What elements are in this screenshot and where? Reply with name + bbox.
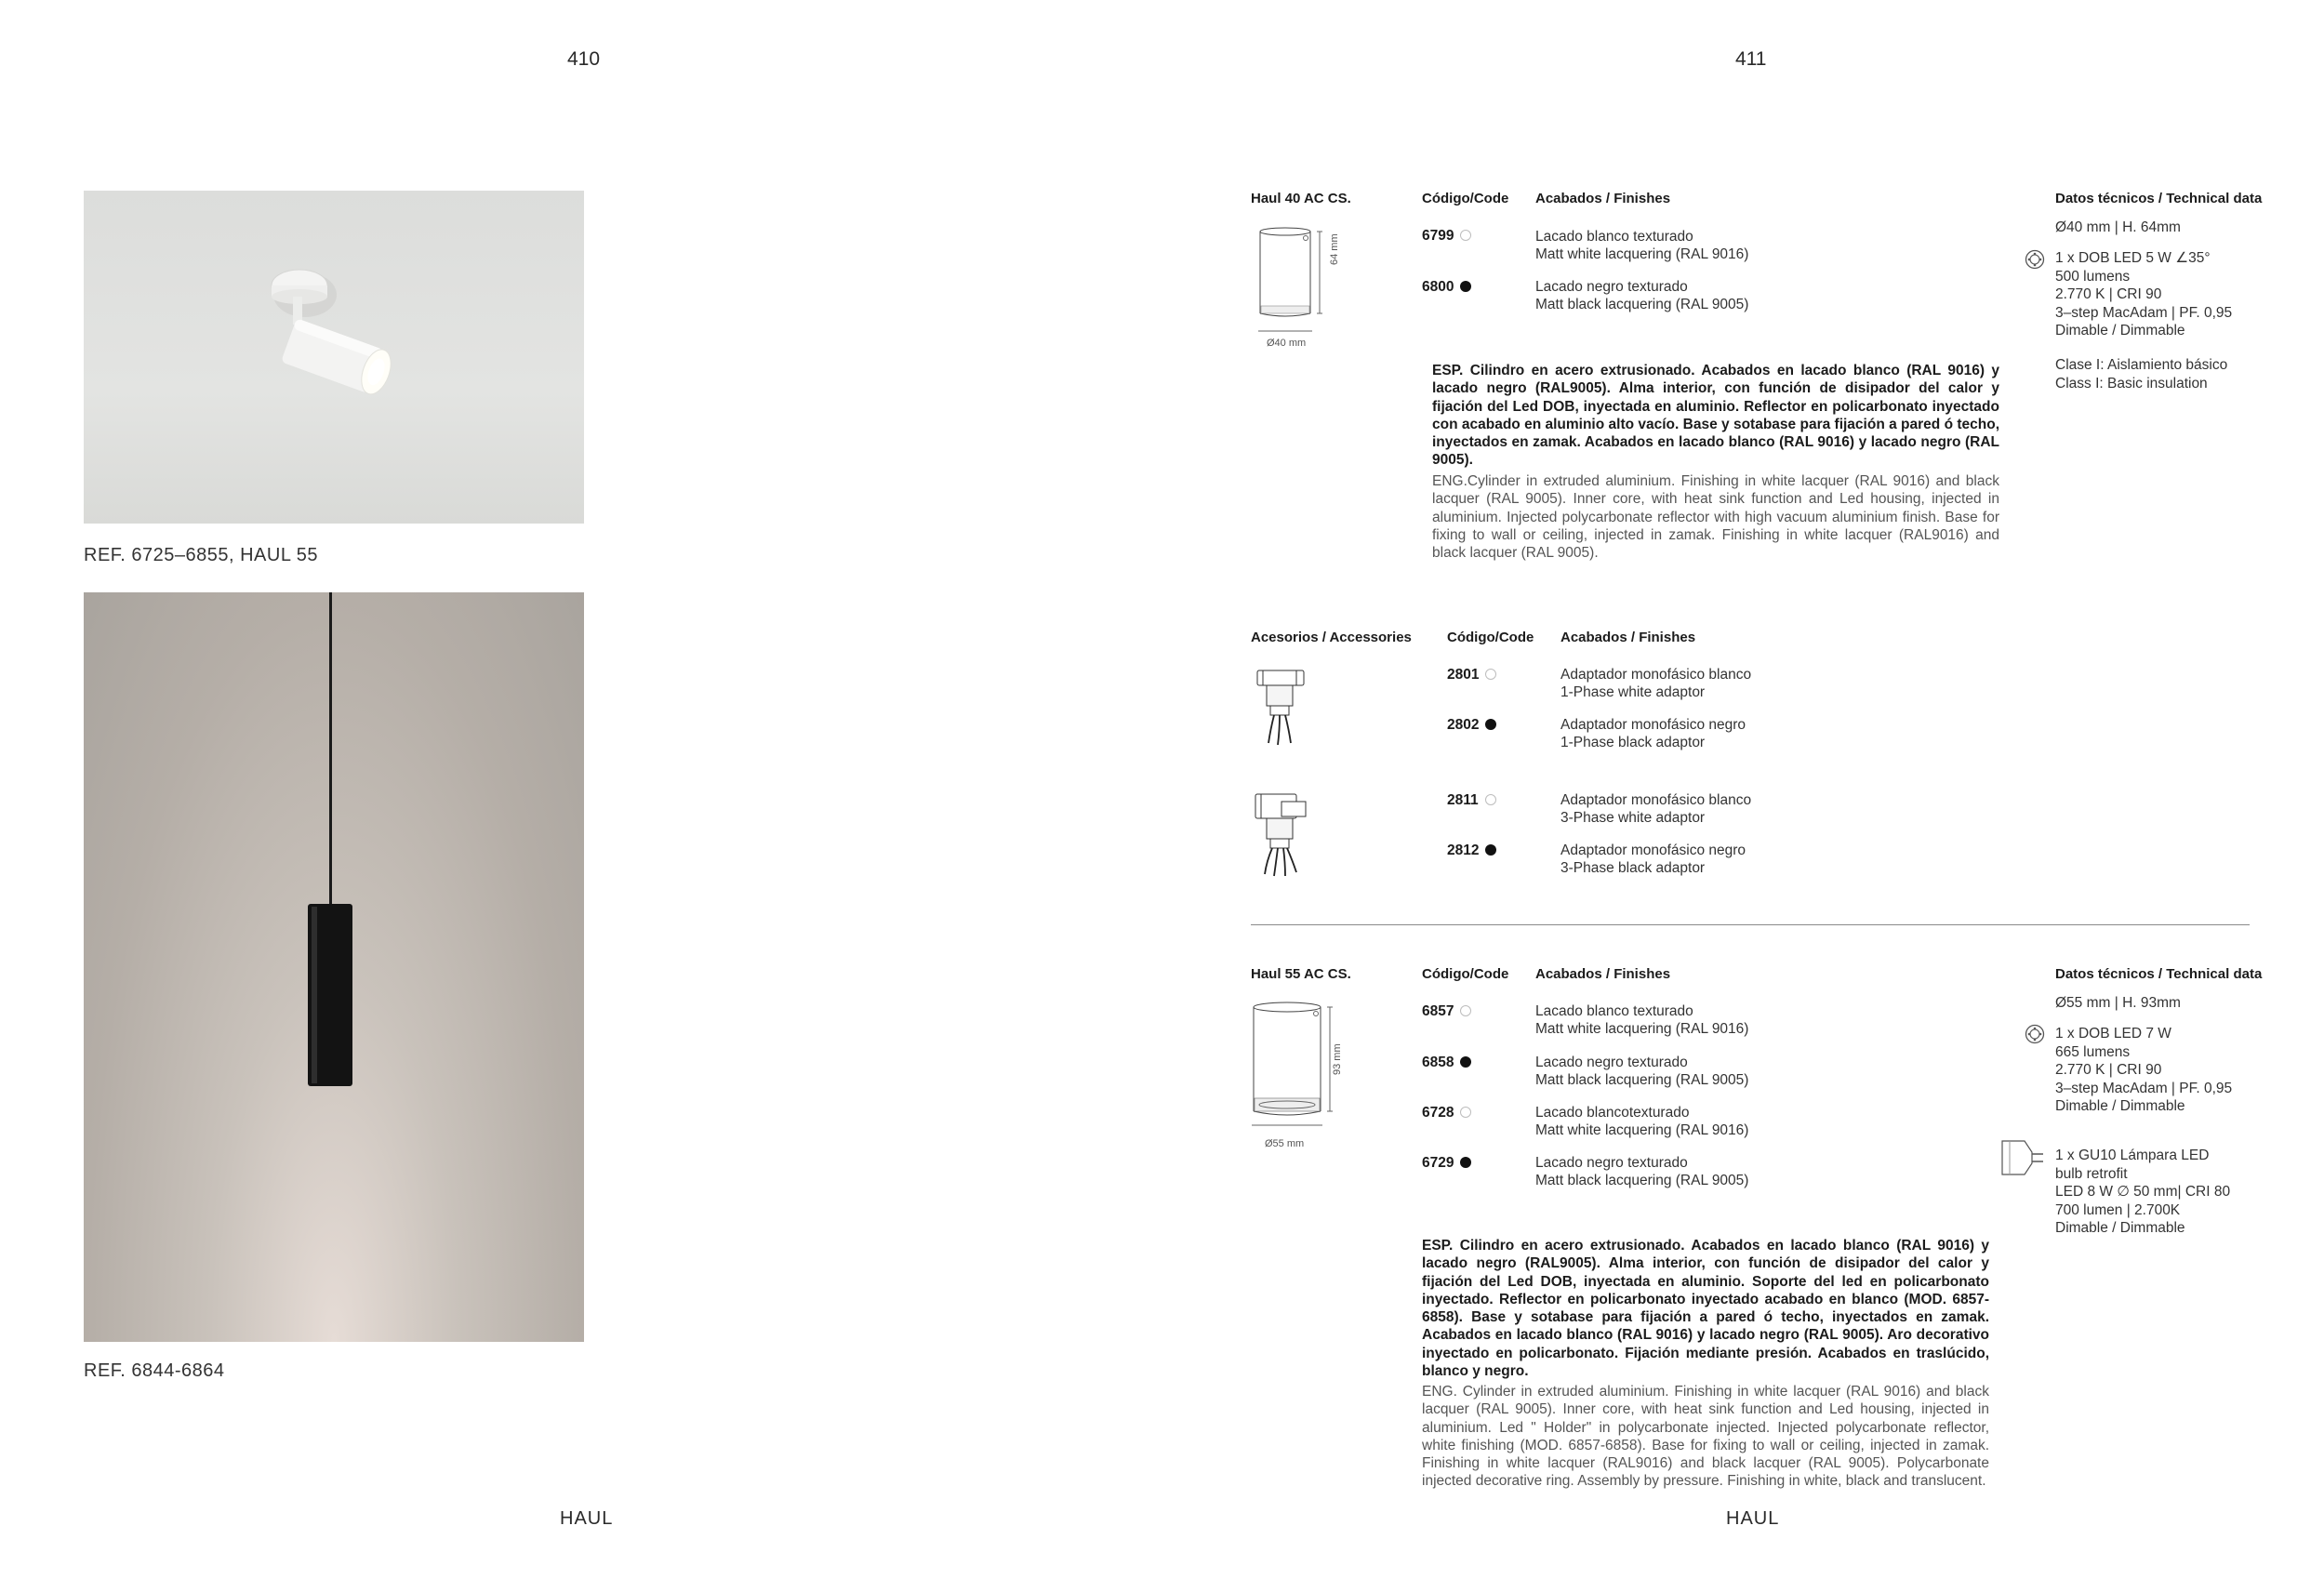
haul40-tech-header: Datos técnicos / Technical data <box>2055 191 2263 206</box>
black-finish-dot <box>1460 1157 1471 1168</box>
accessory-finish-2802: Adaptador monofásico negro 1-Phase black adaptor <box>1560 717 1746 750</box>
haul55-diameter-dim: Ø55 mm <box>1265 1138 1305 1149</box>
haul55-height-dim: 93 mm <box>1332 1043 1343 1075</box>
haul40-code-header: Código/Code <box>1422 191 1509 206</box>
white-finish-dot <box>1460 1005 1471 1016</box>
section-divider <box>1251 924 2250 925</box>
haul55-title: Haul 55 AC CS. <box>1251 966 1351 982</box>
white-finish-dot <box>1485 794 1496 805</box>
haul55-code-header: Código/Code <box>1422 966 1509 982</box>
accessory-finish-2812: Adaptador monofásico negro 3-Phase black adaptor <box>1560 843 1746 876</box>
haul40-code-6800: 6800 <box>1422 279 1471 296</box>
black-finish-dot <box>1460 281 1471 292</box>
right-footer: HAUL <box>1726 1508 1780 1529</box>
haul40-finish-6800: Lacado negro texturado Matt black lacquering (RAL 9005) <box>1535 279 1749 312</box>
haul55-finish-6857: Lacado blanco texturado Matt white lacquering (RAL 9016) <box>1535 1003 1749 1037</box>
haul55-tech-header: Datos técnicos / Technical data <box>2055 966 2263 982</box>
left-page-number: 410 <box>567 48 601 70</box>
pendant-illustration <box>84 592 584 1342</box>
haul55-size: Ø55 mm | H. 93mm <box>2055 995 2181 1011</box>
led-chip-icon <box>2025 1024 2045 1049</box>
adaptor-1phase-drawing <box>1254 665 1309 753</box>
haul55-led-specs: 1 x DOB LED 7 W 665 lumens 2.770 K | CRI 90 3–step MacAdam | PF. 0,95 Dimable / Dimmable <box>2055 1026 2233 1114</box>
haul55-finish-header: Acabados / Finishes <box>1535 966 1671 982</box>
accessory-code-2811: 2811 <box>1447 792 1496 809</box>
black-finish-dot <box>1485 844 1496 856</box>
haul55-code-6857: 6857 <box>1422 1003 1471 1020</box>
haul55-code-6729: 6729 <box>1422 1155 1471 1172</box>
haul55-finish-6729: Lacado negro texturado Matt black lacquering (RAL 9005) <box>1535 1155 1749 1188</box>
haul40-title: Haul 40 AC CS. <box>1251 191 1351 206</box>
accessories-finish-header: Acabados / Finishes <box>1560 630 1696 645</box>
haul55-code-6728: 6728 <box>1422 1105 1471 1121</box>
haul40-finish-header: Acabados / Finishes <box>1535 191 1671 206</box>
haul40-led-specs: 1 x DOB LED 5 W ∠35° 500 lumens 2.770 K | CRI 90 3–step MacAdam | PF. 0,95 Dimable / Dimmable <box>2055 250 2233 338</box>
white-finish-dot <box>1485 669 1496 680</box>
black-finish-dot <box>1460 1056 1471 1068</box>
haul55-gu10-specs: 1 x GU10 Lámpara LED bulb retrofit LED 8 W ∅ 50 mm| CRI 80 700 lumen | 2.700K Dimable / Dimmable <box>2055 1148 2231 1236</box>
haul40-class: Clase I: Aislamiento básico Class I: Basic insulation <box>2055 357 2228 391</box>
accessories-code-header: Código/Code <box>1447 630 1534 645</box>
product-photo-pendant <box>84 592 584 1342</box>
accessory-code-2802: 2802 <box>1447 717 1496 734</box>
spotlight-illustration <box>84 191 584 524</box>
haul40-finish-6799: Lacado blanco texturado Matt white lacquering (RAL 9016) <box>1535 229 1749 262</box>
adaptor-3phase-drawing <box>1254 790 1309 883</box>
led-chip-icon <box>2025 249 2045 274</box>
haul40-description-esp: ESP. Cilindro en acero extrusionado. Acabados en lacado blanco (RAL 9016) y lacado negro (RAL9005). Alma interior, con función de disipador del calor y fijación del Led DOB, inyectada en aluminio. Reflector en policarbonato inyectado con acabado en aluminio alto vacío. Base y sotabase para fijación a pared ó techo, inyectados en zamak. Acabados en lacado blanco (RAL 9016) y lacado negro (RAL 9005). <box>1432 363 1999 469</box>
haul55-finish-6858: Lacado negro texturado Matt black lacquering (RAL 9005) <box>1535 1055 1749 1088</box>
haul55-finish-6728: Lacado blancotexturado Matt white lacquering (RAL 9016) <box>1535 1105 1749 1138</box>
haul40-diameter-dim: Ø40 mm <box>1267 338 1307 349</box>
haul55-description-esp: ESP. Cilindro en acero extrusionado. Acabados en lacado blanco (RAL 9016) y lacado negro (RAL9005). Alma interior, con función de disipador del calor y fijación del Led DOB, inyectada en aluminio. Soporte del led en policarbonato inyectado. Reflector en policarbonato inyectado acabado en blanco (MOD. 6857-6858). Base y sotabase para fijación a pared ó techo, inyectados en zamak. Acabados en lacado blanco (RAL 9016) y lacado negro (RAL 9005). Aro decorativo inyectado en policarbonato. Fijación mediante presión. Acabados en traslúcido, blanco y negro. <box>1422 1238 1989 1380</box>
white-finish-dot <box>1460 230 1471 241</box>
accessory-code-2801: 2801 <box>1447 667 1496 683</box>
haul40-height-dim: 64 mm <box>1329 233 1340 265</box>
accessory-code-2812: 2812 <box>1447 843 1496 859</box>
accessory-finish-2801: Adaptador monofásico blanco 1-Phase white adaptor <box>1560 667 1752 700</box>
white-finish-dot <box>1460 1107 1471 1118</box>
haul40-code-6799: 6799 <box>1422 228 1471 245</box>
gu10-bulb-icon <box>2000 1139 2045 1181</box>
product-photo-spotlight <box>84 191 584 524</box>
left-footer: HAUL <box>560 1508 614 1529</box>
haul40-description-eng: ENG.Cylinder in extruded aluminium. Finishing in white lacquer (RAL 9016) and black lacquer (RAL 9005). Inner core, with heat sink function and Led housing, injected in aluminium. Injected polycarbonate reflector with high vacuum aluminium finish. Base for fixing to wall or ceiling, injected in zamak. Finishing in white lacquer (RAL9016) and black lacquer (RAL 9005). <box>1432 473 1999 562</box>
haul55-description-eng: ENG. Cylinder in extruded aluminium. Finishing in white lacquer (RAL 9016) and black lacquer (RAL 9005). Inner core, with heat sink function and Led housing, injected in aluminium. Led " Holder" in polycarbonate injected. Injected polycarbonate reflector, white finishing (MOD. 6857-6858). Base for fixing to wall or ceiling, injected in zamak. Finishing in white lacquer (RAL9016) and black lacquer (RAL 9005). Polycarbonate injected decorative ring. Assembly by pressure. Finishing in white, black and translucent. <box>1422 1384 1989 1490</box>
accessory-finish-2811: Adaptador monofásico blanco 3-Phase white adaptor <box>1560 792 1752 826</box>
photo-reference-1: REF. 6725–6855, HAUL 55 <box>84 545 319 565</box>
accessories-title: Acesorios / Accessories <box>1251 630 1412 645</box>
black-finish-dot <box>1485 719 1496 730</box>
photo-reference-2: REF. 6844-6864 <box>84 1360 225 1381</box>
haul55-code-6858: 6858 <box>1422 1055 1471 1071</box>
right-page-number: 411 <box>1735 48 1767 70</box>
haul40-size: Ø40 mm | H. 64mm <box>2055 219 2181 235</box>
